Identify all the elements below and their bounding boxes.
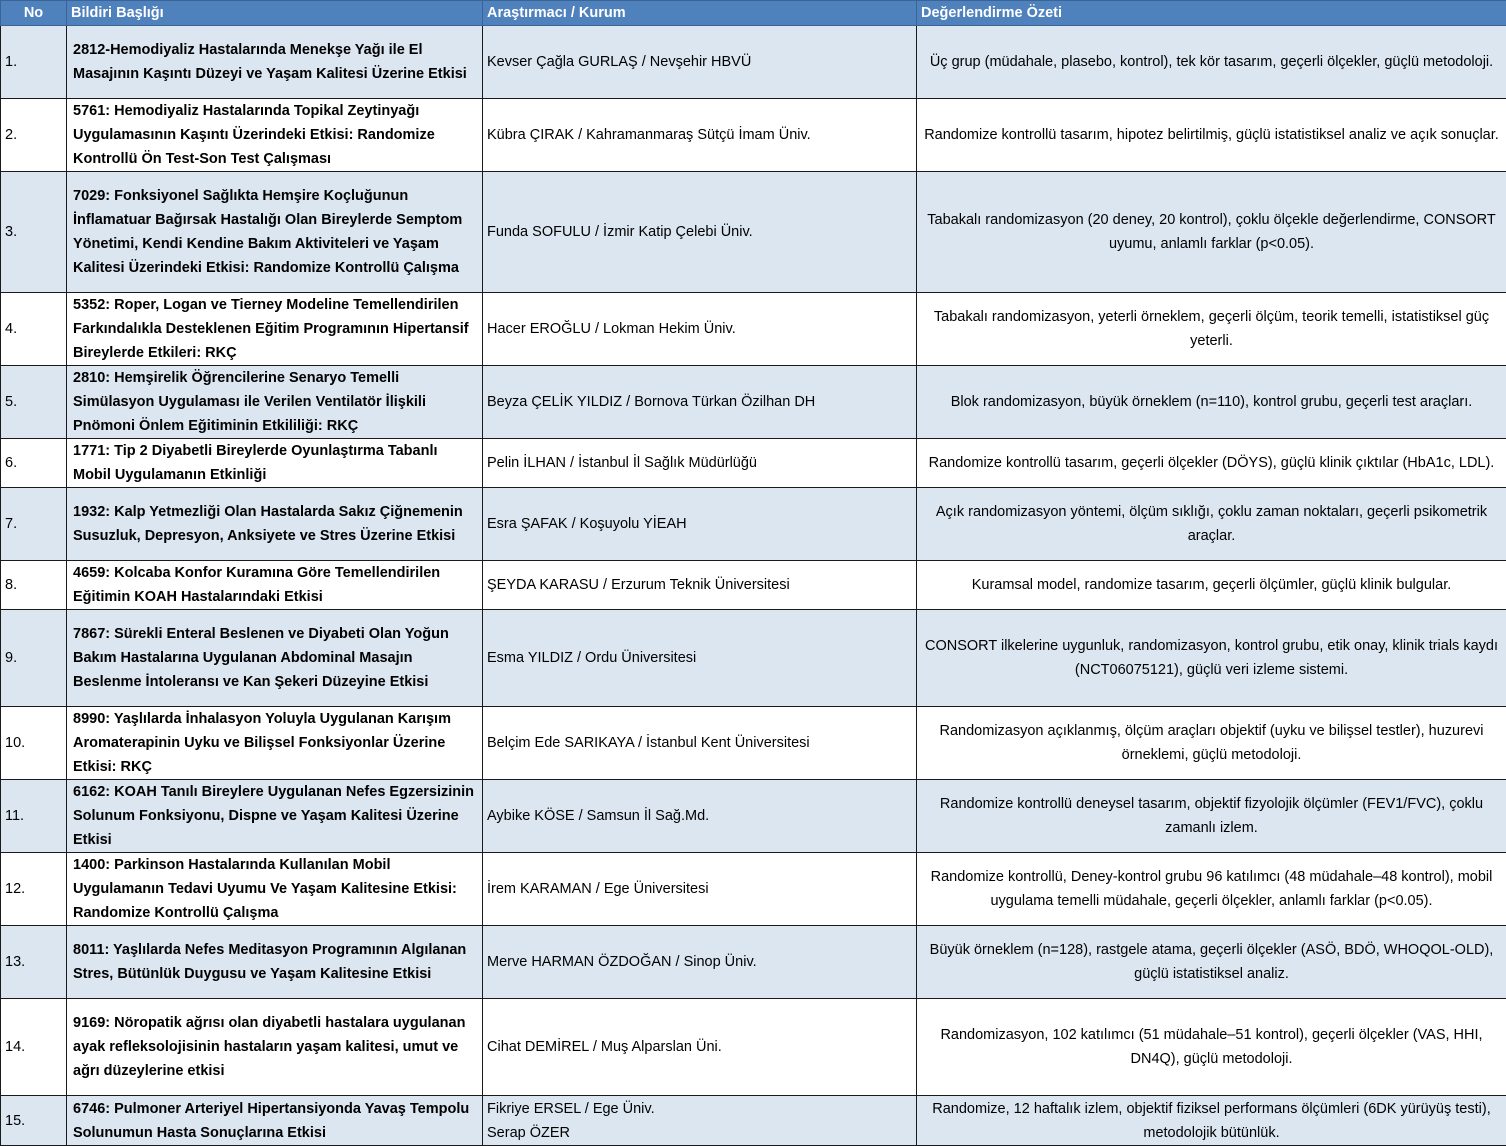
- row-researcher: Aybike KÖSE / Samsun İl Sağ.Md.: [483, 780, 917, 853]
- row-researcher: Kevser Çağla GURLAŞ / Nevşehir HBVÜ: [483, 26, 917, 99]
- table-row: [1, 26, 1506, 99]
- row-summary: Randomize kontrollü tasarım, hipotez belirtilmiş, güçlü istatistiksel analiz ve açık sonuçlar.: [917, 99, 1506, 172]
- table-row: [1, 99, 1506, 172]
- row-number: 2.: [1, 99, 67, 172]
- row-title: 2812-Hemodiyaliz Hastalarında Menekşe Yağı ile El Masajının Kaşıntı Düzeyi ve Yaşam Kalitesi Üzerine Etkisi: [67, 26, 483, 99]
- row-summary: Randomizasyon açıklanmış, ölçüm araçları objektif (uyku ve bilişsel testler), huzurevi örneklemi, güçlü metodoloji.: [917, 707, 1506, 780]
- row-number: 5.: [1, 366, 67, 439]
- row-summary: Randomize kontrollü deneysel tasarım, objektif fizyolojik ölçümler (FEV1/FVC), çoklu zamanlı izlem.: [917, 780, 1506, 853]
- row-number: 1.: [1, 26, 67, 99]
- row-number: 4.: [1, 293, 67, 366]
- row-title: 2810: Hemşirelik Öğrencilerine Senaryo Temelli Simülasyon Uygulaması ile Verilen Ventilatör İlişkili Pnömoni Önlem Eğitiminin Etkililiği: RKÇ: [67, 366, 483, 439]
- row-number: 9.: [1, 610, 67, 707]
- row-number: 6.: [1, 439, 67, 488]
- row-number: 7.: [1, 488, 67, 561]
- row-title: 1932: Kalp Yetmezliği Olan Hastalarda Sakız Çiğnemenin Susuzluk, Depresyon, Anksiyete ve Stres Üzerine Etkisi: [67, 488, 483, 561]
- row-summary: Üç grup (müdahale, plasebo, kontrol), tek kör tasarım, geçerli ölçekler, güçlü metodoloji.: [917, 26, 1506, 99]
- table-row: [1, 853, 1506, 926]
- table-row: [1, 561, 1506, 610]
- row-number: 13.: [1, 926, 67, 999]
- row-title: 1400: Parkinson Hastalarında Kullanılan Mobil Uygulamanın Tedavi Uyumu Ve Yaşam Kalitesine Etkisi: Randomize Kontrollü Çalışma: [67, 853, 483, 926]
- row-title: 9169: Nöropatik ağrısı olan diyabetli hastalara uygulanan ayak refleksolojisinin hastaların yaşam kalitesi, umut ve ağrı düzeylerine etkisi: [67, 999, 483, 1096]
- row-title: 5761: Hemodiyaliz Hastalarında Topikal Zeytinyağı Uygulamasının Kaşıntı Üzerindeki Etkisi: Randomize Kontrollü Ön Test-Son Test Çalışması: [67, 99, 483, 172]
- row-researcher: Cihat DEMİREL / Muş Alparslan Üni.: [483, 999, 917, 1096]
- row-title: 6162: KOAH Tanılı Bireylere Uygulanan Nefes Egzersizinin Solunum Fonksiyonu, Dispne ve Yaşam Kalitesi Üzerine Etkisi: [67, 780, 483, 853]
- row-title: 8990: Yaşlılarda İnhalasyon Yoluyla Uygulanan Karışım Aromaterapinin Uyku ve Bilişsel Fonksiyonlar Üzerine Etkisi: RKÇ: [67, 707, 483, 780]
- row-researcher: Belçim Ede SARIKAYA / İstanbul Kent Üniversitesi: [483, 707, 917, 780]
- table-row: [1, 780, 1506, 853]
- row-number: 3.: [1, 172, 67, 293]
- row-researcher: Esma YILDIZ / Ordu Üniversitesi: [483, 610, 917, 707]
- row-title: 7029: Fonksiyonel Sağlıkta Hemşire Koçluğunun İnflamatuar Bağırsak Hastalığı Olan Bireylerde Semptom Yönetimi, Kendi Kendine Bakım Aktiviteleri ve Yaşam Kalitesi Üzerindeki Etkisi: Randomize Kontrollü Çalışma: [67, 172, 483, 293]
- table-row: [1, 999, 1506, 1096]
- row-researcher: ŞEYDA KARASU / Erzurum Teknik Üniversitesi: [483, 561, 917, 610]
- table-row: [1, 366, 1506, 439]
- row-researcher: [483, 1096, 917, 1146]
- row-title: 4659: Kolcaba Konfor Kuramına Göre Temellendirilen Eğitimin KOAH Hastalarındaki Etkisi: [67, 561, 483, 610]
- row-researcher: Esra ŞAFAK / Koşuyolu YİEAH: [483, 488, 917, 561]
- table-row: [1, 293, 1506, 366]
- row-number: 14.: [1, 999, 67, 1096]
- row-summary: Tabakalı randomizasyon, yeterli örneklem, geçerli ölçüm, teorik temelli, istatistiksel güç yeterli.: [917, 293, 1506, 366]
- row-number: 12.: [1, 853, 67, 926]
- row-number: 11.: [1, 780, 67, 853]
- header-summary: Değerlendirme Özeti: [917, 1, 1506, 26]
- row-title: 5352: Roper, Logan ve Tierney Modeline Temellendirilen Farkındalıkla Desteklenen Eğitim Programının Hipertansif Bireylerde Etkileri: RKÇ: [67, 293, 483, 366]
- row-title: 8011: Yaşlılarda Nefes Meditasyon Programının Algılanan Stres, Bütünlük Duygusu ve Yaşam Kalitesine Etkisi: [67, 926, 483, 999]
- row-summary: Randomizasyon, 102 katılımcı (51 müdahale–51 kontrol), geçerli ölçekler (VAS, HHI, DN4Q), güçlü metodoloji.: [917, 999, 1506, 1096]
- header-title: Bildiri Başlığı: [67, 1, 483, 26]
- row-summary: Büyük örneklem (n=128), rastgele atama, geçerli ölçekler (ASÖ, BDÖ, WHOQOL-OLD), güçlü istatistiksel analiz.: [917, 926, 1506, 999]
- row-researcher: Merve HARMAN ÖZDOĞAN / Sinop Üniv.: [483, 926, 917, 999]
- row-researcher: Hacer EROĞLU / Lokman Hekim Üniv.: [483, 293, 917, 366]
- row-number: 15.: [1, 1096, 67, 1146]
- table-row: [1, 707, 1506, 780]
- table-row: [1, 1096, 1506, 1146]
- row-summary: Blok randomizasyon, büyük örneklem (n=110), kontrol grubu, geçerli test araçları.: [917, 366, 1506, 439]
- row-researcher-primary: Fikriye ERSEL / Ege Üniv.: [487, 1097, 912, 1121]
- row-summary: Açık randomizasyon yöntemi, ölçüm sıklığı, çoklu zaman noktaları, geçerli psikometrik araçlar.: [917, 488, 1506, 561]
- row-researcher: Funda SOFULU / İzmir Katip Çelebi Üniv.: [483, 172, 917, 293]
- row-summary: CONSORT ilkelerine uygunluk, randomizasyon, kontrol grubu, etik onay, klinik trials kaydı (NCT06075121), güçlü veri izleme sistemi.: [917, 610, 1506, 707]
- row-summary: Randomize, 12 haftalık izlem, objektif fiziksel performans ölçümleri (6DK yürüyüş testi), metodolojik bütünlük.: [917, 1096, 1506, 1146]
- header-row: [1, 1, 1506, 26]
- row-summary: Randomize kontrollü tasarım, geçerli ölçekler (DÖYS), güçlü klinik çıktılar (HbA1c, LDL).: [917, 439, 1506, 488]
- table-row: [1, 488, 1506, 561]
- row-title: 1771: Tip 2 Diyabetli Bireylerde Oyunlaştırma Tabanlı Mobil Uygulamanın Etkinliği: [67, 439, 483, 488]
- table-row: [1, 610, 1506, 707]
- row-title: 6746: Pulmoner Arteriyel Hipertansiyonda Yavaş Tempolu Solunumun Hasta Sonuçlarına Etkisi: [67, 1096, 483, 1146]
- row-summary: Kuramsal model, randomize tasarım, geçerli ölçümler, güçlü klinik bulgular.: [917, 561, 1506, 610]
- row-researcher: Pelin İLHAN / İstanbul İl Sağlık Müdürlüğü: [483, 439, 917, 488]
- row-summary: Randomize kontrollü, Deney-kontrol grubu 96 katılımcı (48 müdahale–48 kontrol), mobil uygulama temelli müdahale, geçerli ölçekler, anlamlı farklar (p<0.05).: [917, 853, 1506, 926]
- header-no: No: [1, 1, 67, 26]
- table-row: [1, 172, 1506, 293]
- row-researcher-secondary: Serap ÖZER: [487, 1121, 912, 1145]
- row-number: 8.: [1, 561, 67, 610]
- row-researcher: Kübra ÇIRAK / Kahramanmaraş Sütçü İmam Üniv.: [483, 99, 917, 172]
- table-row: [1, 439, 1506, 488]
- row-title: 7867: Sürekli Enteral Beslenen ve Diyabeti Olan Yoğun Bakım Hastalarına Uygulanan Abdominal Masajın Beslenme İntoleransı ve Kan Şekeri Düzeyine Etkisi: [67, 610, 483, 707]
- row-number: 10.: [1, 707, 67, 780]
- table-row: [1, 926, 1506, 999]
- header-researcher: Araştırmacı / Kurum: [483, 1, 917, 26]
- row-researcher: Beyza ÇELİK YILDIZ / Bornova Türkan Özilhan DH: [483, 366, 917, 439]
- row-researcher: İrem KARAMAN / Ege Üniversitesi: [483, 853, 917, 926]
- row-summary: Tabakalı randomizasyon (20 deney, 20 kontrol), çoklu ölçekle değerlendirme, CONSORT uyumu, anlamlı farklar (p<0.05).: [917, 172, 1506, 293]
